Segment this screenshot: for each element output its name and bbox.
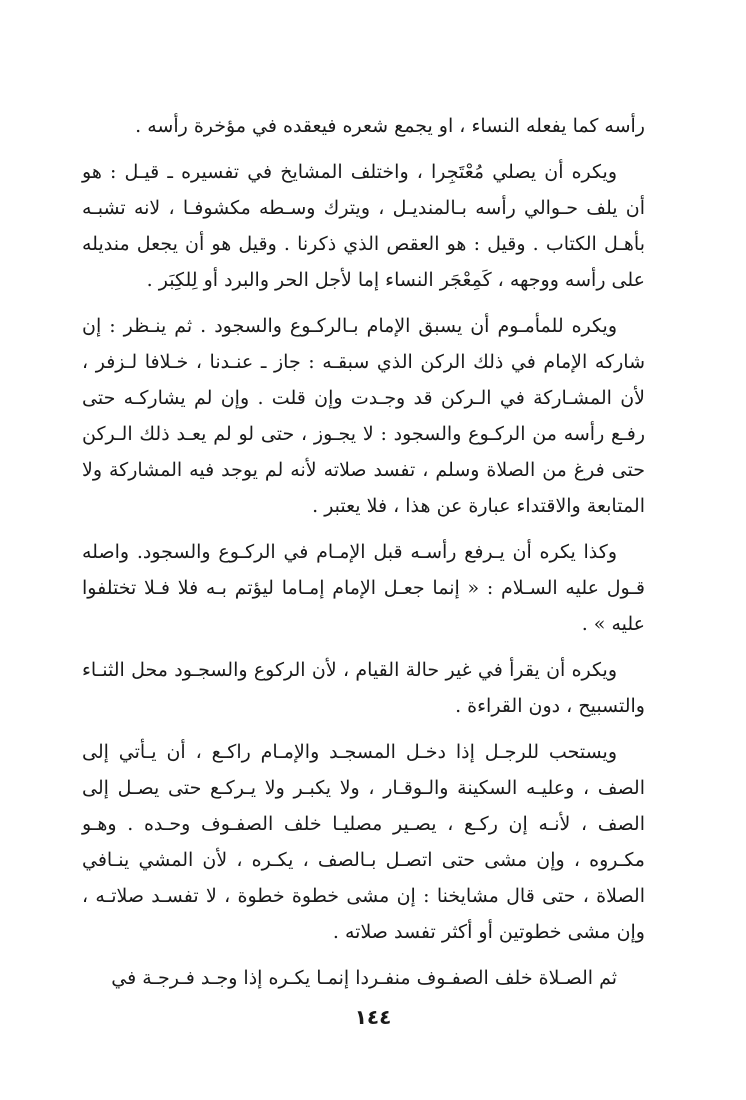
paragraph-7: ثم الصـلاة خلف الصفـوف منفـردا إنمـا يكـره إذا وجـد فـرجـة في: [111, 967, 617, 989]
page-body: [82, 108, 645, 1006]
paragraph-1: رأسه كما يفعله النساء ، او يجمع شعره فيعقده في مؤخرة رأسه .: [135, 115, 645, 137]
paragraph-6: ويستحب للرجـل إذا دخـل المسجـد والإمـام راكـع ، أن يـأتي إلى الصف ، وعليـه السكينة والـوقـار ، ولا يكبـر ولا يـركـع حتى يصـل إلى الصف ، لأنـه إن ركـع ، يصـير مصليـا خلف الصفـوف وحـده . وهـو مكـروه ، وإن مشى حتى اتصـل بـالصف ، يكـره ، لأن المشي ينـافي الصلاة ، حتى قال مشايخنا : إن مشى خطوة خطوة ، لا تفسـد صلاتـه ، وإن مشى خطوتين أو أكثر تفسد صلاته .: [82, 741, 645, 943]
paragraph-3: ويكره للمأمـوم أن يسبق الإمام بـالركـوع والسجود . ثم ينـظر : إن شاركه الإمام في ذلك الركن الذي سبقـه : جاز ـ عنـدنا ، خـلافا لـزفر ، لأن المشـاركة في الـركن قد وجـدت وإن قلت . وإن لم يشاركـه حتى رفـع رأسه من الركـوع والسجود : لا يجـوز ، حتى لو لم يعـد ذلك الـركن حتى فرغ من الصلاة وسلم ، تفسد صلاته لأنه لم يوجد فيه المشاركة ولا المتابعة والاقتداء عبارة عن هذا ، فلا يعتبر .: [82, 315, 645, 517]
paragraph-5: ويكره أن يقرأ في غير حالة القيام ، لأن الركوع والسجـود محل الثنـاء والتسبيح ، دون القراءة .: [82, 659, 645, 717]
paragraph-4: وكذا يكره أن يـرفع رأسـه قبل الإمـام في الركـوع والسجود. واصله قـول عليه السـلام : « إنما جعـل الإمام إمـاما ليؤتم بـه فلا فـلا تختلفوا عليه » .: [82, 541, 645, 635]
paragraph-2: ويكره أن يصلي مُعْتَجِرا ، واختلف المشايخ في تفسيره ـ قيـل : هو أن يلف حـوالي رأسه بـالمنديـل ، ويترك وسـطه مكشوفـا ، لانه تشبـه بأهـل الكتاب . وقيل : هو العقص الذي ذكرنا . وقيل هو أن يجعل منديله على رأسه ووجهه ، كَمِعْجَر النساء إما لأجل الحر والبرد أو لِلكِبَر .: [82, 161, 645, 291]
page-number: ١٤٤: [354, 1005, 392, 1029]
